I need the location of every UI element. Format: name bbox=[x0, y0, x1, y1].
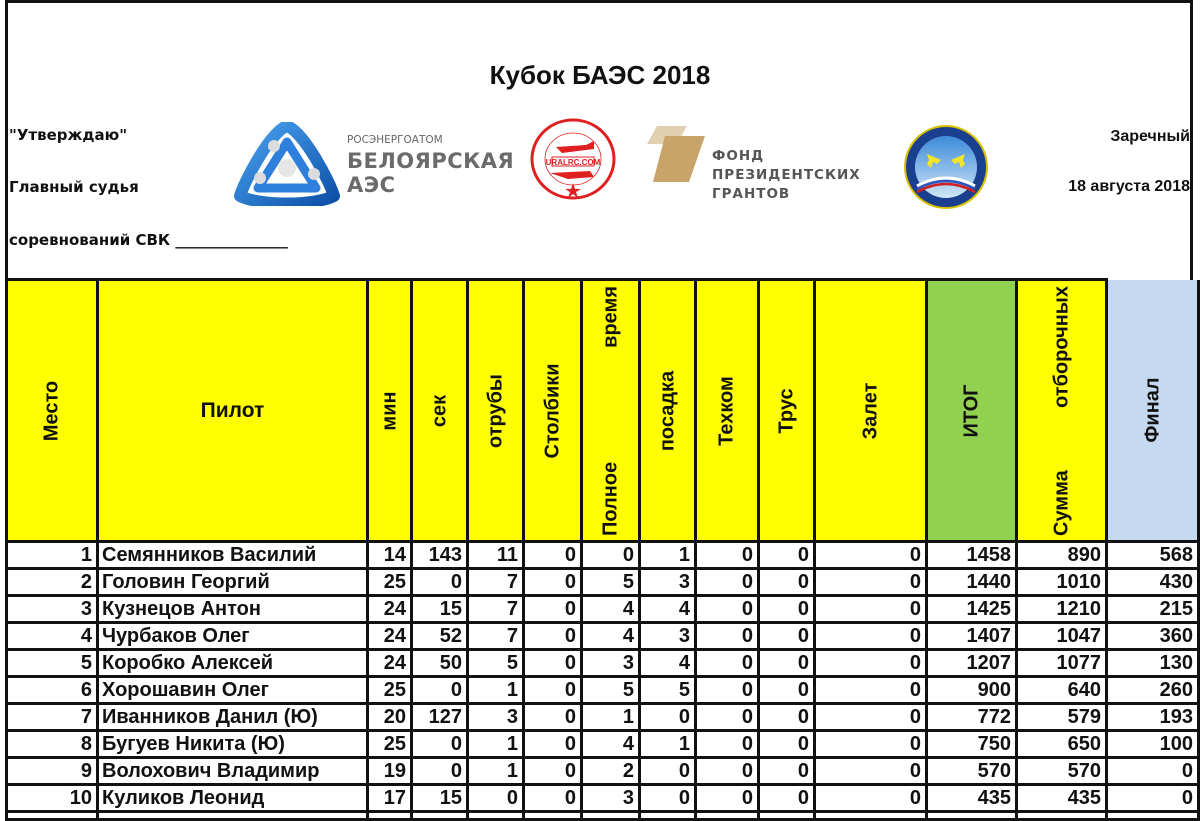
cell-cuts: 7 bbox=[468, 596, 524, 623]
cell-pilot: Головин Георгий bbox=[98, 569, 368, 596]
cell-pilot: Семянников Василий bbox=[98, 542, 368, 569]
aeromodelling-federation-logo-icon bbox=[528, 117, 618, 201]
cell-place: 7 bbox=[7, 704, 98, 731]
col-label-poles: Столбики bbox=[541, 362, 563, 459]
cell-landing: 1 bbox=[640, 731, 696, 758]
cell-sec: 52 bbox=[412, 623, 468, 650]
table-row bbox=[7, 569, 1199, 596]
cell-overflight: 0 bbox=[815, 542, 927, 569]
cell-poles: 0 bbox=[524, 677, 582, 704]
cell-coward: 0 bbox=[759, 650, 815, 677]
cell-overflight: 0 bbox=[815, 650, 927, 677]
cell-place: 1 bbox=[7, 542, 98, 569]
cell-total: 435 bbox=[927, 785, 1017, 812]
cell-landing: 4 bbox=[640, 650, 696, 677]
cell-place: 3 bbox=[7, 596, 98, 623]
cell-landing: 5 bbox=[640, 677, 696, 704]
col-header-pilot bbox=[98, 280, 368, 542]
col-label-cuts: отрубы bbox=[484, 373, 506, 448]
cell-techcom: 0 bbox=[696, 731, 759, 758]
col-header-cuts bbox=[468, 280, 524, 542]
cell-final: 260 bbox=[1107, 677, 1199, 704]
col-header-place bbox=[7, 280, 98, 542]
cell-landing: 3 bbox=[640, 623, 696, 650]
table-row-cutoff bbox=[7, 812, 1199, 820]
table-row bbox=[7, 758, 1199, 785]
cell-total: 1425 bbox=[927, 596, 1017, 623]
cell-sec: 15 bbox=[412, 596, 468, 623]
cell-techcom: 0 bbox=[696, 758, 759, 785]
presidential-grants-fund-name bbox=[712, 147, 861, 204]
cell-coward: 0 bbox=[759, 785, 815, 812]
cell-full-time: 2 bbox=[582, 758, 640, 785]
col-label-full-time bbox=[599, 286, 622, 536]
cell-empty bbox=[412, 812, 468, 820]
col-header-final bbox=[1107, 280, 1199, 542]
beloyarsk-npp-logo-icon bbox=[234, 122, 340, 206]
fond-line1: ФОНД bbox=[712, 148, 765, 164]
table-row bbox=[7, 623, 1199, 650]
cell-qual-sum: 890 bbox=[1017, 542, 1107, 569]
cell-overflight: 0 bbox=[815, 623, 927, 650]
cell-qual-sum: 579 bbox=[1017, 704, 1107, 731]
beloyarsk-line2: АЭС bbox=[347, 173, 396, 197]
cell-cuts: 3 bbox=[468, 704, 524, 731]
full-time-word1: Полное bbox=[599, 461, 621, 536]
cell-total: 570 bbox=[927, 758, 1017, 785]
cell-full-time: 4 bbox=[582, 623, 640, 650]
cell-full-time: 3 bbox=[582, 650, 640, 677]
cell-min: 19 bbox=[368, 758, 412, 785]
cell-final: 0 bbox=[1107, 785, 1199, 812]
cell-qual-sum: 640 bbox=[1017, 677, 1107, 704]
cell-sec: 127 bbox=[412, 704, 468, 731]
cell-qual-sum: 435 bbox=[1017, 785, 1107, 812]
col-label-techcom: Техком bbox=[715, 375, 738, 446]
cell-final: 100 bbox=[1107, 731, 1199, 758]
cell-place: 10 bbox=[7, 785, 98, 812]
cell-overflight: 0 bbox=[815, 596, 927, 623]
col-header-full-time bbox=[582, 280, 640, 542]
cell-cuts: 7 bbox=[468, 569, 524, 596]
cell-min: 17 bbox=[368, 785, 412, 812]
cell-coward: 0 bbox=[759, 623, 815, 650]
cell-min: 25 bbox=[368, 677, 412, 704]
cell-coward: 0 bbox=[759, 569, 815, 596]
cell-poles: 0 bbox=[524, 704, 582, 731]
cell-poles: 0 bbox=[524, 758, 582, 785]
cell-overflight: 0 bbox=[815, 569, 927, 596]
cell-overflight: 0 bbox=[815, 785, 927, 812]
cell-total: 772 bbox=[927, 704, 1017, 731]
cell-techcom: 0 bbox=[696, 677, 759, 704]
cell-poles: 0 bbox=[524, 596, 582, 623]
svg-text:URALRC.COM: URALRC.COM bbox=[545, 158, 601, 167]
cell-qual-sum: 1077 bbox=[1017, 650, 1107, 677]
cell-landing: 4 bbox=[640, 596, 696, 623]
col-header-landing bbox=[640, 280, 696, 542]
cell-pilot: Куликов Леонид bbox=[98, 785, 368, 812]
cell-pilot: Волохович Владимир bbox=[98, 758, 368, 785]
cell-full-time: 0 bbox=[582, 542, 640, 569]
rosenergoatom-label: РОСЭНЕРГОАТОМ bbox=[347, 134, 443, 146]
cell-pilot: Коробко Алексей bbox=[98, 650, 368, 677]
cell-qual-sum: 570 bbox=[1017, 758, 1107, 785]
cell-empty bbox=[696, 812, 759, 820]
cell-min: 24 bbox=[368, 623, 412, 650]
cell-sec: 143 bbox=[412, 542, 468, 569]
chief-judge-signature-line: соревнований СВК _______________ bbox=[9, 231, 288, 249]
cell-place: 8 bbox=[7, 731, 98, 758]
cell-landing: 0 bbox=[640, 758, 696, 785]
cell-techcom: 0 bbox=[696, 785, 759, 812]
cell-final: 215 bbox=[1107, 596, 1199, 623]
col-header-techcom bbox=[696, 280, 759, 542]
cell-coward: 0 bbox=[759, 758, 815, 785]
cell-full-time: 5 bbox=[582, 677, 640, 704]
beloyarsk-npp-name bbox=[347, 149, 514, 197]
col-label-coward: Трус bbox=[775, 387, 797, 434]
cell-total: 1440 bbox=[927, 569, 1017, 596]
cell-empty bbox=[759, 812, 815, 820]
table-row bbox=[7, 731, 1199, 758]
cell-min: 24 bbox=[368, 650, 412, 677]
col-label-landing: посадка bbox=[656, 370, 678, 451]
cell-qual-sum: 1210 bbox=[1017, 596, 1107, 623]
cell-poles: 0 bbox=[524, 623, 582, 650]
cell-empty bbox=[582, 812, 640, 820]
cell-sec: 0 bbox=[412, 677, 468, 704]
table-row bbox=[7, 542, 1199, 569]
page-title: Кубок БАЭС 2018 bbox=[489, 60, 711, 90]
cell-overflight: 0 bbox=[815, 758, 927, 785]
soyuz-500-logo-icon bbox=[903, 124, 989, 210]
col-label-min: мин bbox=[378, 390, 400, 431]
cell-sec: 15 bbox=[412, 785, 468, 812]
col-label-overflight: Залет bbox=[859, 382, 881, 439]
cell-empty bbox=[98, 812, 368, 820]
cell-total: 1207 bbox=[927, 650, 1017, 677]
cell-poles: 0 bbox=[524, 731, 582, 758]
col-header-coward bbox=[759, 280, 815, 542]
col-label-final: Финал bbox=[1141, 377, 1163, 443]
cell-total: 900 bbox=[927, 677, 1017, 704]
cell-landing: 0 bbox=[640, 704, 696, 731]
cell-place: 4 bbox=[7, 623, 98, 650]
cell-coward: 0 bbox=[759, 596, 815, 623]
cell-final: 360 bbox=[1107, 623, 1199, 650]
cell-final: 0 bbox=[1107, 758, 1199, 785]
beloyarsk-line1: БЕЛОЯРСКАЯ bbox=[347, 149, 515, 173]
cell-empty bbox=[7, 812, 98, 820]
cell-pilot: Хорошавин Олег bbox=[98, 677, 368, 704]
cell-techcom: 0 bbox=[696, 650, 759, 677]
cell-sec: 0 bbox=[412, 569, 468, 596]
cell-final: 193 bbox=[1107, 704, 1199, 731]
results-table bbox=[5, 278, 1200, 821]
cell-sec: 50 bbox=[412, 650, 468, 677]
cell-techcom: 0 bbox=[696, 704, 759, 731]
cell-qual-sum: 1047 bbox=[1017, 623, 1107, 650]
qual-sum-word2: отборочных bbox=[1050, 285, 1072, 408]
cell-poles: 0 bbox=[524, 785, 582, 812]
cell-full-time: 1 bbox=[582, 704, 640, 731]
cell-empty bbox=[524, 812, 582, 820]
cell-empty bbox=[468, 812, 524, 820]
fond-line2: ПРЕЗИДЕНТСКИХ bbox=[712, 167, 861, 183]
cell-coward: 0 bbox=[759, 704, 815, 731]
table-header-row bbox=[7, 280, 1199, 542]
col-header-poles bbox=[524, 280, 582, 542]
cell-landing: 3 bbox=[640, 569, 696, 596]
col-label-place: Место bbox=[40, 380, 63, 441]
cell-sec: 0 bbox=[412, 758, 468, 785]
cell-min: 25 bbox=[368, 569, 412, 596]
col-header-total bbox=[927, 280, 1017, 542]
city-label: Заречный bbox=[1110, 128, 1190, 145]
cell-min: 20 bbox=[368, 704, 412, 731]
cell-landing: 1 bbox=[640, 542, 696, 569]
cell-pilot: Кузнецов Антон bbox=[98, 596, 368, 623]
cell-cuts: 11 bbox=[468, 542, 524, 569]
cell-total: 1407 bbox=[927, 623, 1017, 650]
cell-full-time: 3 bbox=[582, 785, 640, 812]
cell-place: 2 bbox=[7, 569, 98, 596]
cell-full-time: 5 bbox=[582, 569, 640, 596]
cell-total: 750 bbox=[927, 731, 1017, 758]
cell-techcom: 0 bbox=[696, 623, 759, 650]
cell-empty bbox=[1017, 812, 1107, 820]
cell-min: 25 bbox=[368, 731, 412, 758]
cell-poles: 0 bbox=[524, 542, 582, 569]
cell-coward: 0 bbox=[759, 731, 815, 758]
chief-judge-label: Главный судья bbox=[9, 178, 139, 196]
cell-cuts: 1 bbox=[468, 758, 524, 785]
cell-cuts: 0 bbox=[468, 785, 524, 812]
col-header-qual-sum bbox=[1017, 280, 1107, 542]
col-label-qual-sum bbox=[1050, 286, 1073, 536]
table-row bbox=[7, 650, 1199, 677]
cell-overflight: 0 bbox=[815, 677, 927, 704]
cell-cuts: 1 bbox=[468, 731, 524, 758]
cell-qual-sum: 650 bbox=[1017, 731, 1107, 758]
cell-pilot: Бугуев Никита (Ю) bbox=[98, 731, 368, 758]
cell-final: 130 bbox=[1107, 650, 1199, 677]
cell-cuts: 1 bbox=[468, 677, 524, 704]
col-header-sec bbox=[412, 280, 468, 542]
table-row bbox=[7, 677, 1199, 704]
fond-line3: ГРАНТОВ bbox=[712, 186, 791, 202]
approval-label: "Утверждаю" bbox=[9, 126, 128, 144]
cell-poles: 0 bbox=[524, 569, 582, 596]
cell-empty bbox=[1107, 812, 1199, 820]
cell-place: 9 bbox=[7, 758, 98, 785]
cell-full-time: 4 bbox=[582, 596, 640, 623]
cell-overflight: 0 bbox=[815, 704, 927, 731]
cell-pilot: Чурбаков Олег bbox=[98, 623, 368, 650]
cell-empty bbox=[927, 812, 1017, 820]
qual-sum-word1: Сумма bbox=[1050, 469, 1072, 536]
cell-empty bbox=[815, 812, 927, 820]
cell-qual-sum: 1010 bbox=[1017, 569, 1107, 596]
cell-final: 430 bbox=[1107, 569, 1199, 596]
cell-final: 568 bbox=[1107, 542, 1199, 569]
cell-poles: 0 bbox=[524, 650, 582, 677]
cell-place: 5 bbox=[7, 650, 98, 677]
presidential-grants-fund-logo-icon bbox=[643, 126, 711, 184]
cell-overflight: 0 bbox=[815, 731, 927, 758]
col-label-sec: сек bbox=[428, 394, 450, 427]
cell-pilot: Иванников Данил (Ю) bbox=[98, 704, 368, 731]
cell-sec: 0 bbox=[412, 731, 468, 758]
date-label: 18 августа 2018 bbox=[1068, 178, 1190, 195]
col-header-overflight bbox=[815, 280, 927, 542]
table-row bbox=[7, 596, 1199, 623]
cell-coward: 0 bbox=[759, 542, 815, 569]
table-row bbox=[7, 704, 1199, 731]
cell-techcom: 0 bbox=[696, 596, 759, 623]
cell-min: 24 bbox=[368, 596, 412, 623]
col-label-pilot: Пилот bbox=[200, 398, 265, 422]
table-row bbox=[7, 785, 1199, 812]
cell-empty bbox=[368, 812, 412, 820]
cell-empty bbox=[640, 812, 696, 820]
cell-landing: 0 bbox=[640, 785, 696, 812]
col-header-min bbox=[368, 280, 412, 542]
cell-techcom: 0 bbox=[696, 542, 759, 569]
col-label-total: ИТОГ bbox=[960, 384, 982, 437]
cell-coward: 0 bbox=[759, 677, 815, 704]
cell-place: 6 bbox=[7, 677, 98, 704]
cell-cuts: 5 bbox=[468, 650, 524, 677]
cell-full-time: 4 bbox=[582, 731, 640, 758]
cell-cuts: 7 bbox=[468, 623, 524, 650]
full-time-word2: время bbox=[599, 285, 621, 348]
cell-total: 1458 bbox=[927, 542, 1017, 569]
results-table-body bbox=[7, 542, 1199, 820]
cell-techcom: 0 bbox=[696, 569, 759, 596]
cell-min: 14 bbox=[368, 542, 412, 569]
